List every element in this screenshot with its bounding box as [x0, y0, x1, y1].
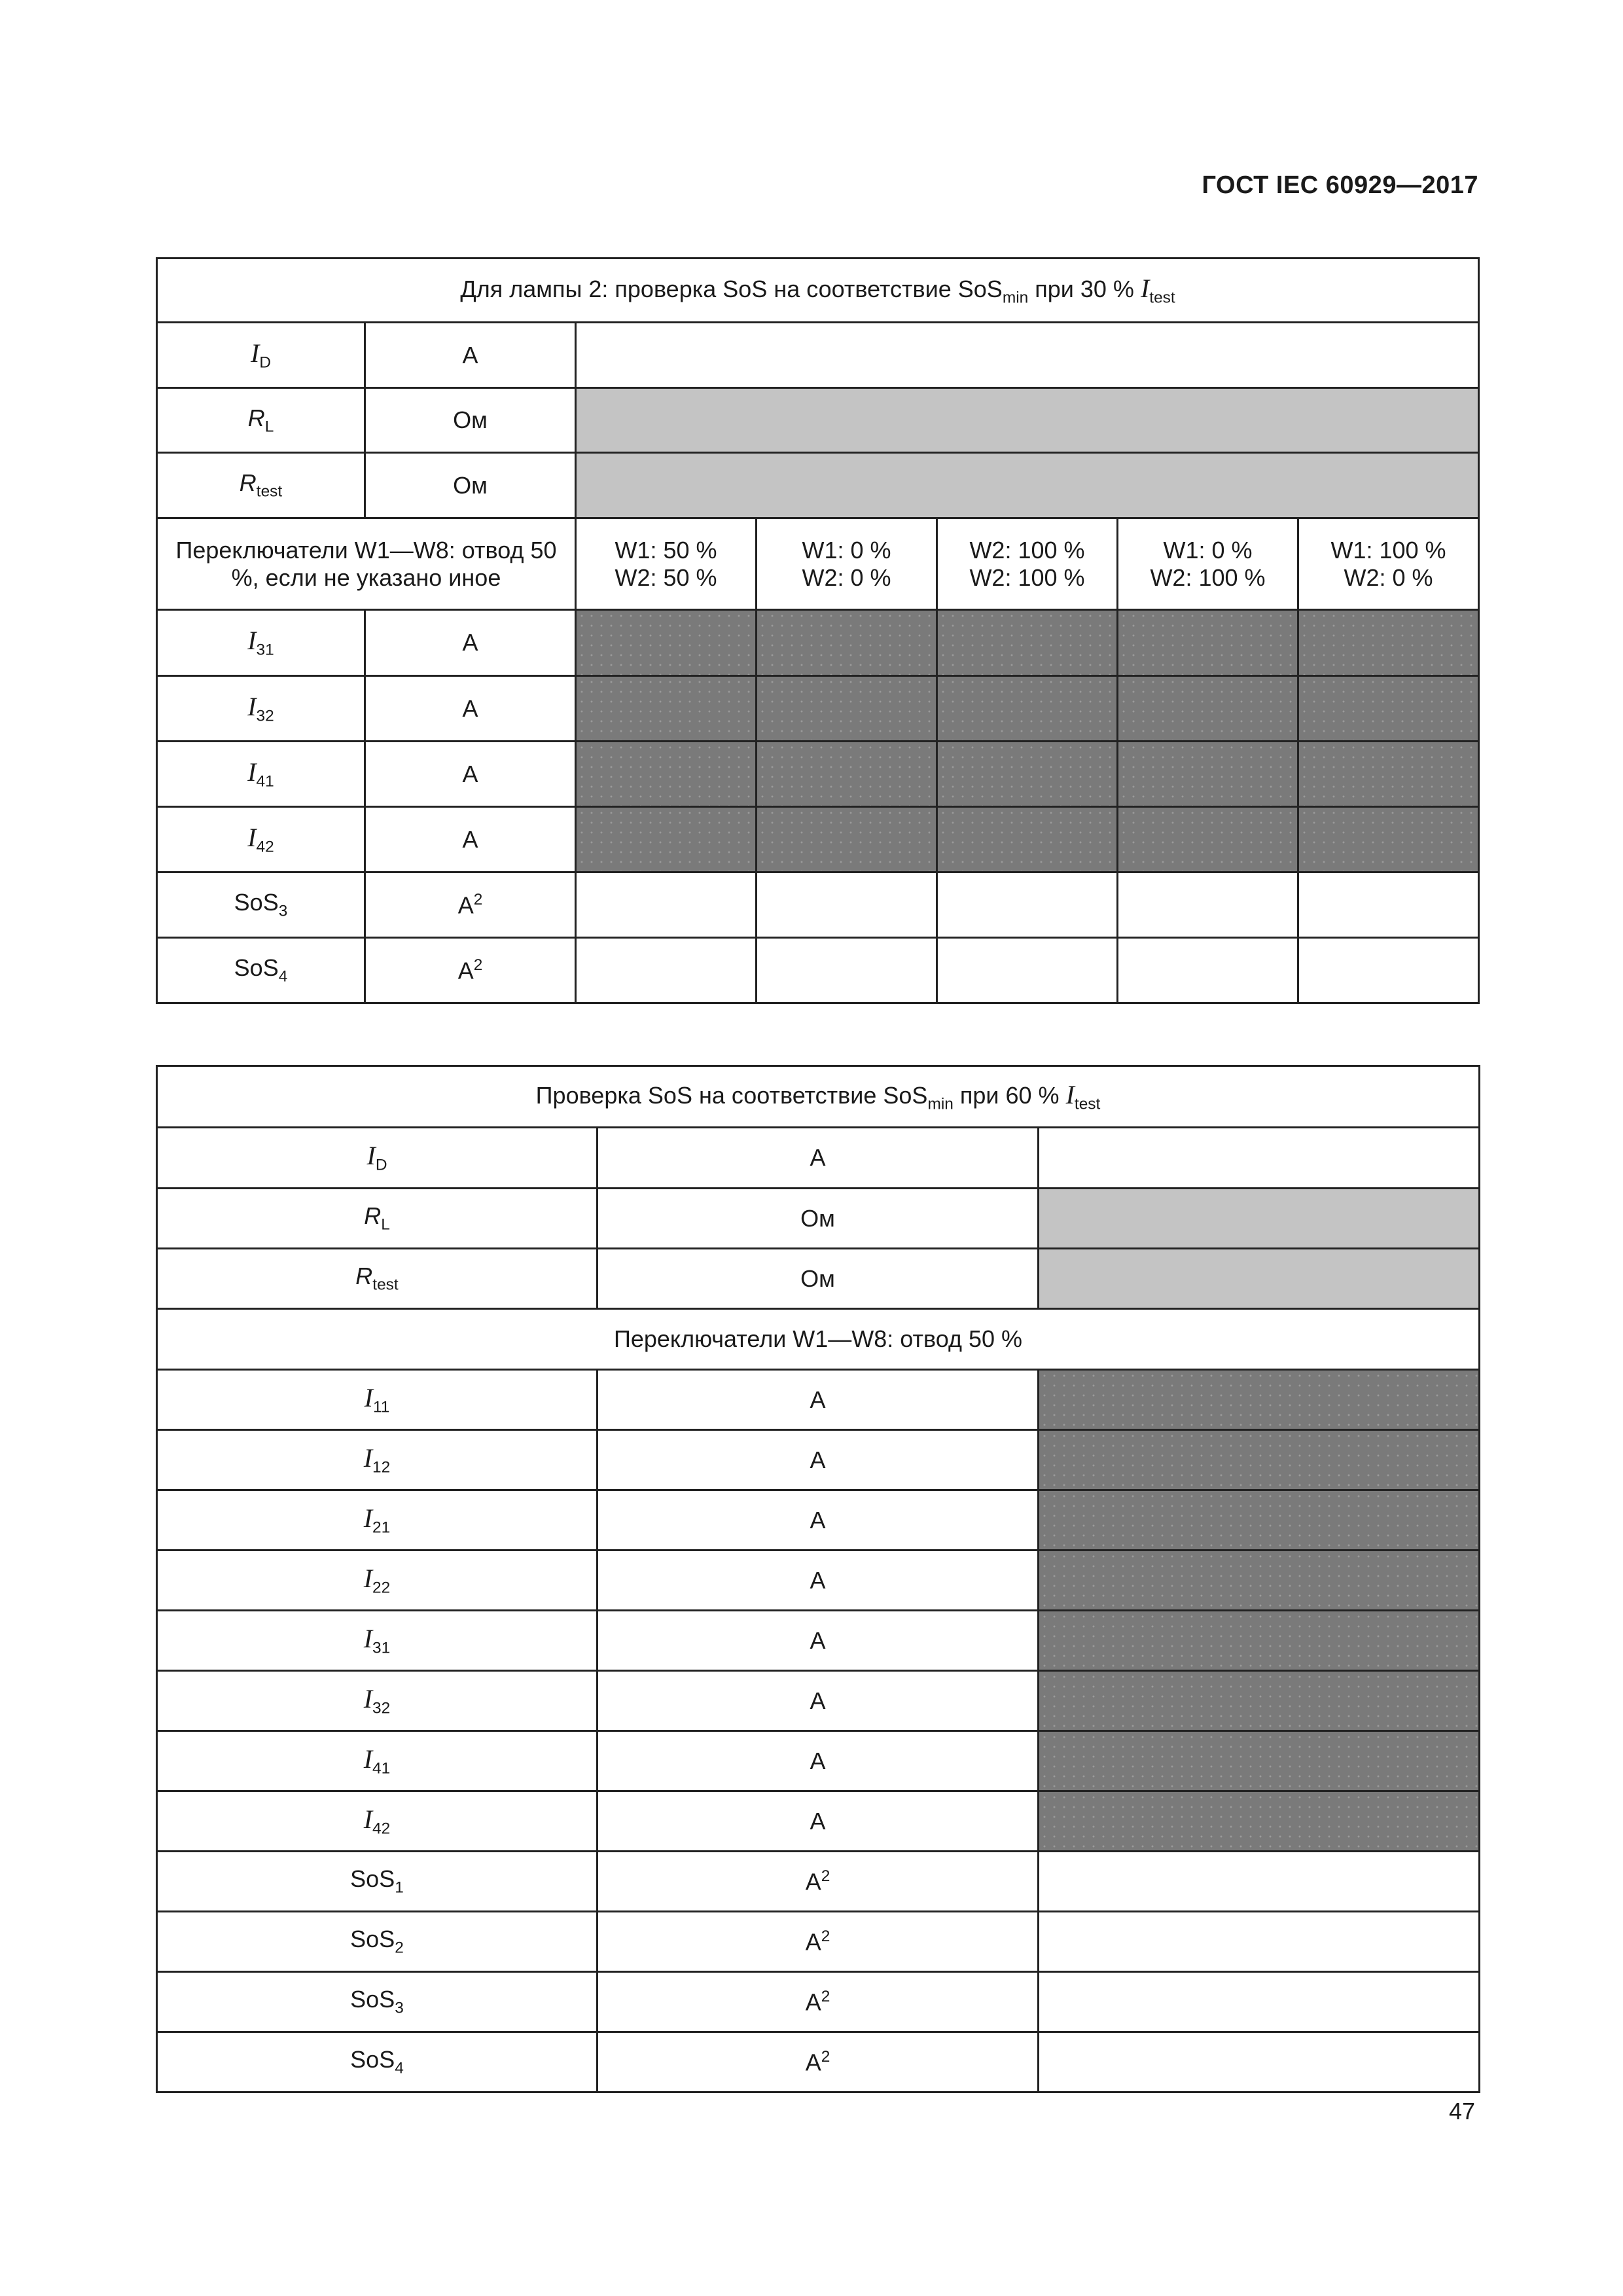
shaded-cell: [1039, 1551, 1480, 1611]
value-cell: [1039, 1852, 1480, 1912]
value-cell: [757, 872, 937, 938]
unit-cell: $А^2$: [597, 1912, 1039, 1972]
table-row: [157, 1128, 1480, 1189]
value-cell: [1298, 938, 1479, 1003]
shaded-cell: [1039, 1249, 1480, 1309]
switch-setting: W1: 0 % W2: 100 %: [1118, 518, 1298, 610]
shaded-cell: [1118, 807, 1298, 872]
unit-cell: А: [597, 1731, 1039, 1791]
parameter-symbol: $I_{32}$: [157, 1671, 597, 1731]
shaded-cell: [1039, 1430, 1480, 1490]
unit-cell: А: [365, 742, 576, 807]
unit-cell: А: [597, 1611, 1039, 1671]
parameter-symbol: SoS$_4$: [157, 2032, 597, 2092]
table-row: [157, 1611, 1480, 1671]
table-row: [157, 388, 1479, 453]
shaded-cell: [1039, 1611, 1480, 1671]
parameter-symbol: $I_{22}$: [157, 1551, 597, 1611]
shaded-cell: [1039, 1490, 1480, 1551]
document-code: ГОСТ IEC 60929—2017: [1202, 171, 1478, 199]
page-number: 47: [1448, 2098, 1475, 2125]
unit-cell: А: [365, 323, 576, 388]
table-row: [157, 1430, 1480, 1490]
unit-cell: А: [597, 1671, 1039, 1731]
switch-setting: W2: 100 % W2: 100 %: [937, 518, 1118, 610]
shaded-cell: [1298, 807, 1479, 872]
value-cell: [1298, 872, 1479, 938]
shaded-cell: [1039, 1370, 1480, 1430]
shaded-cell: [1039, 1791, 1480, 1852]
switch-settings-row: [157, 518, 1479, 610]
table-row: [157, 1731, 1480, 1791]
shaded-cell: [576, 742, 757, 807]
table-row: [157, 1189, 1480, 1249]
shaded-cell: [576, 610, 757, 676]
parameter-symbol: $I_{11}$: [157, 1370, 597, 1430]
parameter-symbol: $I_{41}$: [157, 1731, 597, 1791]
switch-setting: W1: 0 % W2: 0 %: [757, 518, 937, 610]
parameter-symbol: SoS$_4$: [157, 938, 365, 1003]
sos-table-60: [156, 1065, 1480, 2093]
parameter-symbol: $I_{42}$: [157, 1791, 597, 1852]
shaded-cell: [937, 742, 1118, 807]
shaded-cell: [1039, 1731, 1480, 1791]
parameter-symbol: $R_L$: [157, 1189, 597, 1249]
unit-cell: А: [597, 1128, 1039, 1189]
unit-cell: Ом: [365, 453, 576, 518]
shaded-cell: [576, 388, 1479, 453]
shaded-cell: [757, 610, 937, 676]
parameter-symbol: $I_D$: [157, 1128, 597, 1189]
table-row: [157, 872, 1479, 938]
shaded-cell: [1298, 742, 1479, 807]
table-row: [157, 1972, 1480, 2032]
table-row: [157, 610, 1479, 676]
table-title: Для лампы 2: проверка SoS на соответствие SoS$_{min}$ при 30 % $I_{test}$: [157, 259, 1479, 323]
value-cell: [1118, 872, 1298, 938]
parameter-symbol: SoS$_3$: [157, 872, 365, 938]
unit-cell: А: [597, 1370, 1039, 1430]
unit-cell: А: [597, 1551, 1039, 1611]
table-row: [157, 323, 1479, 388]
shaded-cell: [757, 676, 937, 742]
table-row: [157, 742, 1479, 807]
parameter-symbol: $I_{31}$: [157, 1611, 597, 1671]
shaded-cell: [937, 610, 1118, 676]
unit-cell: $А^2$: [597, 1852, 1039, 1912]
unit-cell: Ом: [365, 388, 576, 453]
parameter-symbol: $I_{32}$: [157, 676, 365, 742]
parameter-symbol: SoS$_3$: [157, 1972, 597, 2032]
table-row: [157, 938, 1479, 1003]
table-row: [157, 807, 1479, 872]
value-cell: [576, 872, 757, 938]
table-row: [157, 676, 1479, 742]
shaded-cell: [1298, 610, 1479, 676]
parameter-symbol: SoS$_1$: [157, 1852, 597, 1912]
parameter-symbol: $I_{21}$: [157, 1490, 597, 1551]
shaded-cell: [1118, 742, 1298, 807]
value-cell: [1039, 2032, 1480, 2092]
table-row: [157, 2032, 1480, 2092]
value-cell: [1039, 1912, 1480, 1972]
parameter-symbol: $I_{41}$: [157, 742, 365, 807]
switch-label: Переключатели W1—W8: отвод 50 %, если не указано иное: [157, 518, 576, 610]
parameter-symbol: $I_{42}$: [157, 807, 365, 872]
unit-cell: Ом: [597, 1189, 1039, 1249]
shaded-cell: [937, 807, 1118, 872]
switch-label: Переключатели W1—W8: отвод 50 %: [157, 1309, 1480, 1370]
shaded-cell: [576, 453, 1479, 518]
shaded-cell: [937, 676, 1118, 742]
value-cell: [757, 938, 937, 1003]
value-cell: [1118, 938, 1298, 1003]
unit-cell: $А^2$: [597, 1972, 1039, 2032]
shaded-cell: [1039, 1189, 1480, 1249]
shaded-cell: [576, 807, 757, 872]
value-cell: [1039, 1128, 1480, 1189]
shaded-cell: [1118, 610, 1298, 676]
shaded-cell: [576, 676, 757, 742]
unit-cell: Ом: [597, 1249, 1039, 1309]
value-cell: [937, 938, 1118, 1003]
unit-cell: А: [365, 807, 576, 872]
value-cell: [937, 872, 1118, 938]
shaded-cell: [757, 807, 937, 872]
shaded-cell: [1118, 676, 1298, 742]
unit-cell: $А^2$: [365, 938, 576, 1003]
shaded-cell: [757, 742, 937, 807]
shaded-cell: [1298, 676, 1479, 742]
value-cell: [576, 323, 1479, 388]
table-row: [157, 1551, 1480, 1611]
parameter-symbol: $R_{test}$: [157, 1249, 597, 1309]
unit-cell: А: [597, 1490, 1039, 1551]
value-cell: [1039, 1972, 1480, 2032]
unit-cell: $А^2$: [365, 872, 576, 938]
table-row: [157, 1791, 1480, 1852]
unit-cell: А: [597, 1791, 1039, 1852]
switch-setting: W1: 50 % W2: 50 %: [576, 518, 757, 610]
table-row: [157, 1671, 1480, 1731]
unit-cell: $А^2$: [597, 2032, 1039, 2092]
table-row: [157, 1852, 1480, 1912]
parameter-symbol: $R_{test}$: [157, 453, 365, 518]
switch-setting: W1: 100 % W2: 0 %: [1298, 518, 1479, 610]
table-row: [157, 1912, 1480, 1972]
lamp2-sos-table-30: [156, 257, 1480, 1004]
unit-cell: А: [597, 1430, 1039, 1490]
value-cell: [576, 938, 757, 1003]
table-row: [157, 1490, 1480, 1551]
parameter-symbol: SoS$_2$: [157, 1912, 597, 1972]
table-title: Проверка SoS на соответствие SoS$_{min}$ при 60 % $I_{test}$: [157, 1066, 1480, 1128]
parameter-symbol: $I_{12}$: [157, 1430, 597, 1490]
shaded-cell: [1039, 1671, 1480, 1731]
switch-settings-row: [157, 1309, 1480, 1370]
parameter-symbol: $R_L$: [157, 388, 365, 453]
table-row: [157, 453, 1479, 518]
table-row: [157, 1249, 1480, 1309]
unit-cell: А: [365, 676, 576, 742]
parameter-symbol: $I_{31}$: [157, 610, 365, 676]
table-row: [157, 1370, 1480, 1430]
parameter-symbol: $I_D$: [157, 323, 365, 388]
unit-cell: А: [365, 610, 576, 676]
